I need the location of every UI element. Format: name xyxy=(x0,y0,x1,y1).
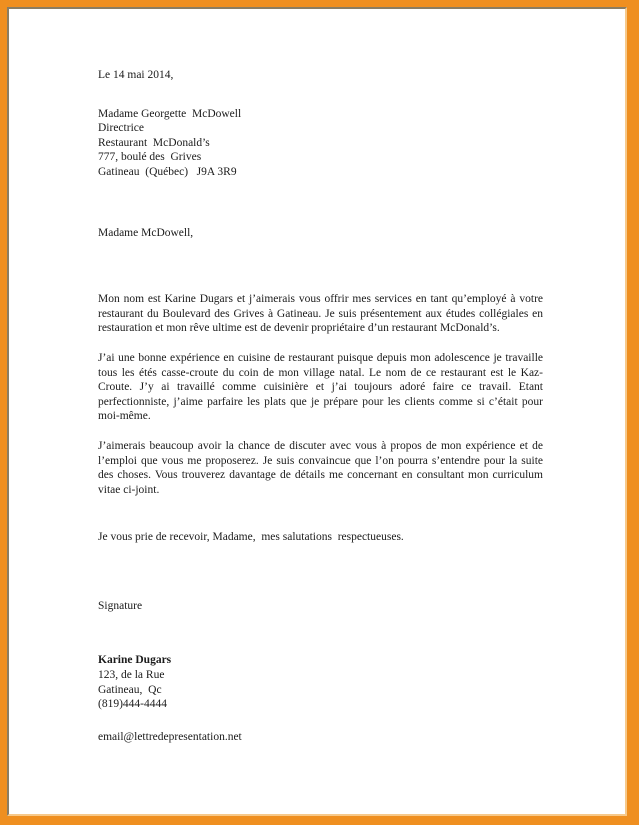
recipient-name: Madame Georgette McDowell xyxy=(98,107,242,120)
salutation-block xyxy=(98,226,543,241)
signature-label: Signature xyxy=(98,599,143,612)
recipient-company: Restaurant McDonald’s xyxy=(98,136,210,149)
letter-date: Le 14 mai 2014, xyxy=(98,69,174,81)
recipient-street: 777, boulé des Grives xyxy=(98,151,202,164)
sender-city: Gatineau, Qc xyxy=(98,683,162,696)
body-paragraph: J’ai une bonne expérience en cuisine de restaurant puisque depuis mon adolescence je travaille tous les étés casse-croute du coin de mon village natal. Le nom de ce restaurant est le Kaz-Croute. J’y ai travaillé comme cuisinière et j’ai toujours adoré faire ce travail. Etant perfectionniste, j’aime parfaire les plats que je prépare pour les clients comme si c’était pour moi-même. xyxy=(98,351,543,423)
sender-name: Karine Dugars xyxy=(98,654,172,667)
letter-body xyxy=(98,68,543,744)
recipient-title: Directrice xyxy=(98,122,144,135)
body-paragraphs xyxy=(98,292,543,497)
signature-line-block xyxy=(98,599,543,614)
body-paragraph: Mon nom est Karine Dugars et j’aimerais vous offrir mes services en tant qu’employé à votre restaurant du Boulevard des Grives à Gatineau. Je suis présentement aux études collégiales en restauration et mon rêve ultime est de devenir propriétaire d’un restaurant McDonald’s. xyxy=(98,293,543,335)
sender-phone: (819)444-4444 xyxy=(98,698,167,711)
closing-block xyxy=(98,530,543,545)
body-paragraph: J’aimerais beaucoup avoir la chance de discuter avec vous à propos de mon expérience et de l’emploi que vous me proposerez. Je suis convaincue que l’on pourra s’entendre pour la suite des choses. Vous trouverez davantage de détails me concernant en consultant mon curriculum vitae ci-joint. xyxy=(98,439,543,496)
sender-contact-block xyxy=(98,653,543,711)
recipient-city-postal: Gatineau (Québec) J9A 3R9 xyxy=(98,165,237,178)
salutation: Madame McDowell, xyxy=(98,226,194,239)
sender-street: 123, de la Rue xyxy=(98,669,165,682)
sender-email-block xyxy=(98,730,543,745)
closing-salutation: Je vous prie de recevoir, Madame, mes salutations respectueuses. xyxy=(98,531,404,544)
recipient-address-block xyxy=(98,107,543,180)
date-block xyxy=(98,68,543,83)
letter-sheet xyxy=(10,10,625,813)
sender-email: email@lettredepresentation.net xyxy=(98,730,242,743)
